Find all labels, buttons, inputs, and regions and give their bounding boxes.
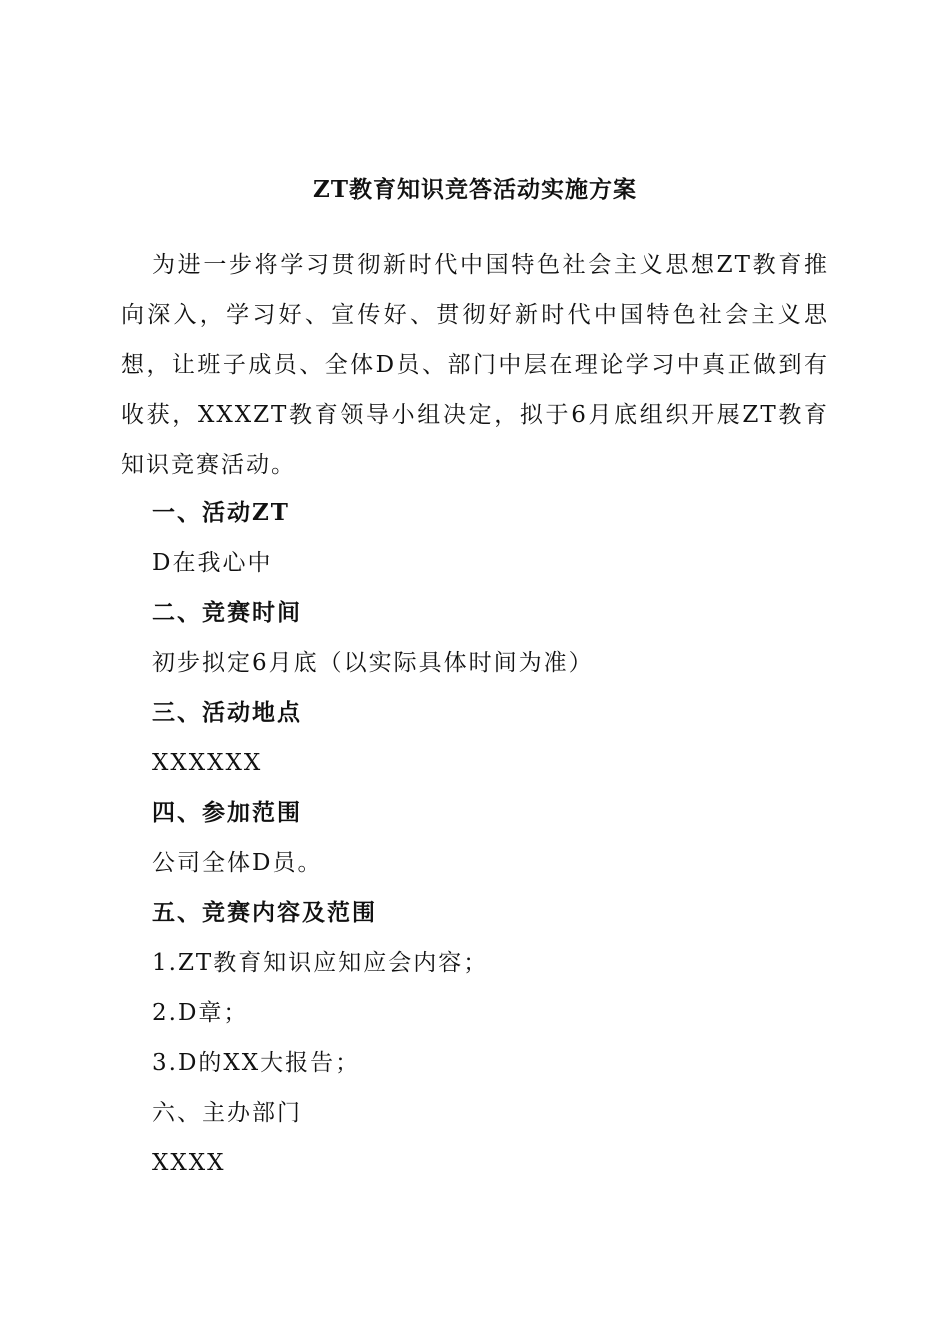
section-heading-competition-time: 二、竞赛时间 — [152, 599, 302, 626]
document-title: ZT教育知识竞答活动实施方案 — [313, 176, 637, 203]
section-content-item-3: 3.D的XX大报告； — [152, 1050, 361, 1076]
intro-paragraph: 为进一步将学习贯彻新时代中国特色社会主义思想ZT教育推向深入，学习好、宣传好、贯彻好新时代中国特色社会主义思想，让班子成员、全体D员、部门中层在理论学习中真正做到有收获，XXXZT教育领导小组决定，拟于6月底组织开展ZT教育知识竞赛活动。 — [121, 252, 829, 478]
section-content-participants: 公司全体D员。 — [152, 850, 323, 876]
section-heading-activity-location: 三、活动地点 — [152, 699, 302, 726]
section-content-activity-location: XXXXXX — [152, 750, 263, 776]
section-heading-activity-theme: 一、活动ZT — [152, 499, 290, 526]
section-content-item-2: 2.D章； — [152, 1000, 249, 1026]
section-content-organizer: XXXX — [152, 1150, 226, 1176]
section-content-activity-theme: D在我心中 — [152, 550, 273, 576]
section-heading-organizer: 六、主办部门 — [152, 1100, 302, 1126]
section-heading-competition-content: 五、竞赛内容及范围 — [152, 899, 377, 926]
section-content-item-1: 1.ZT教育知识应知应会内容； — [152, 950, 489, 976]
section-content-competition-time: 初步拟定6月底（以实际具体时间为准） — [152, 650, 594, 676]
section-heading-participants: 四、参加范围 — [152, 799, 302, 826]
